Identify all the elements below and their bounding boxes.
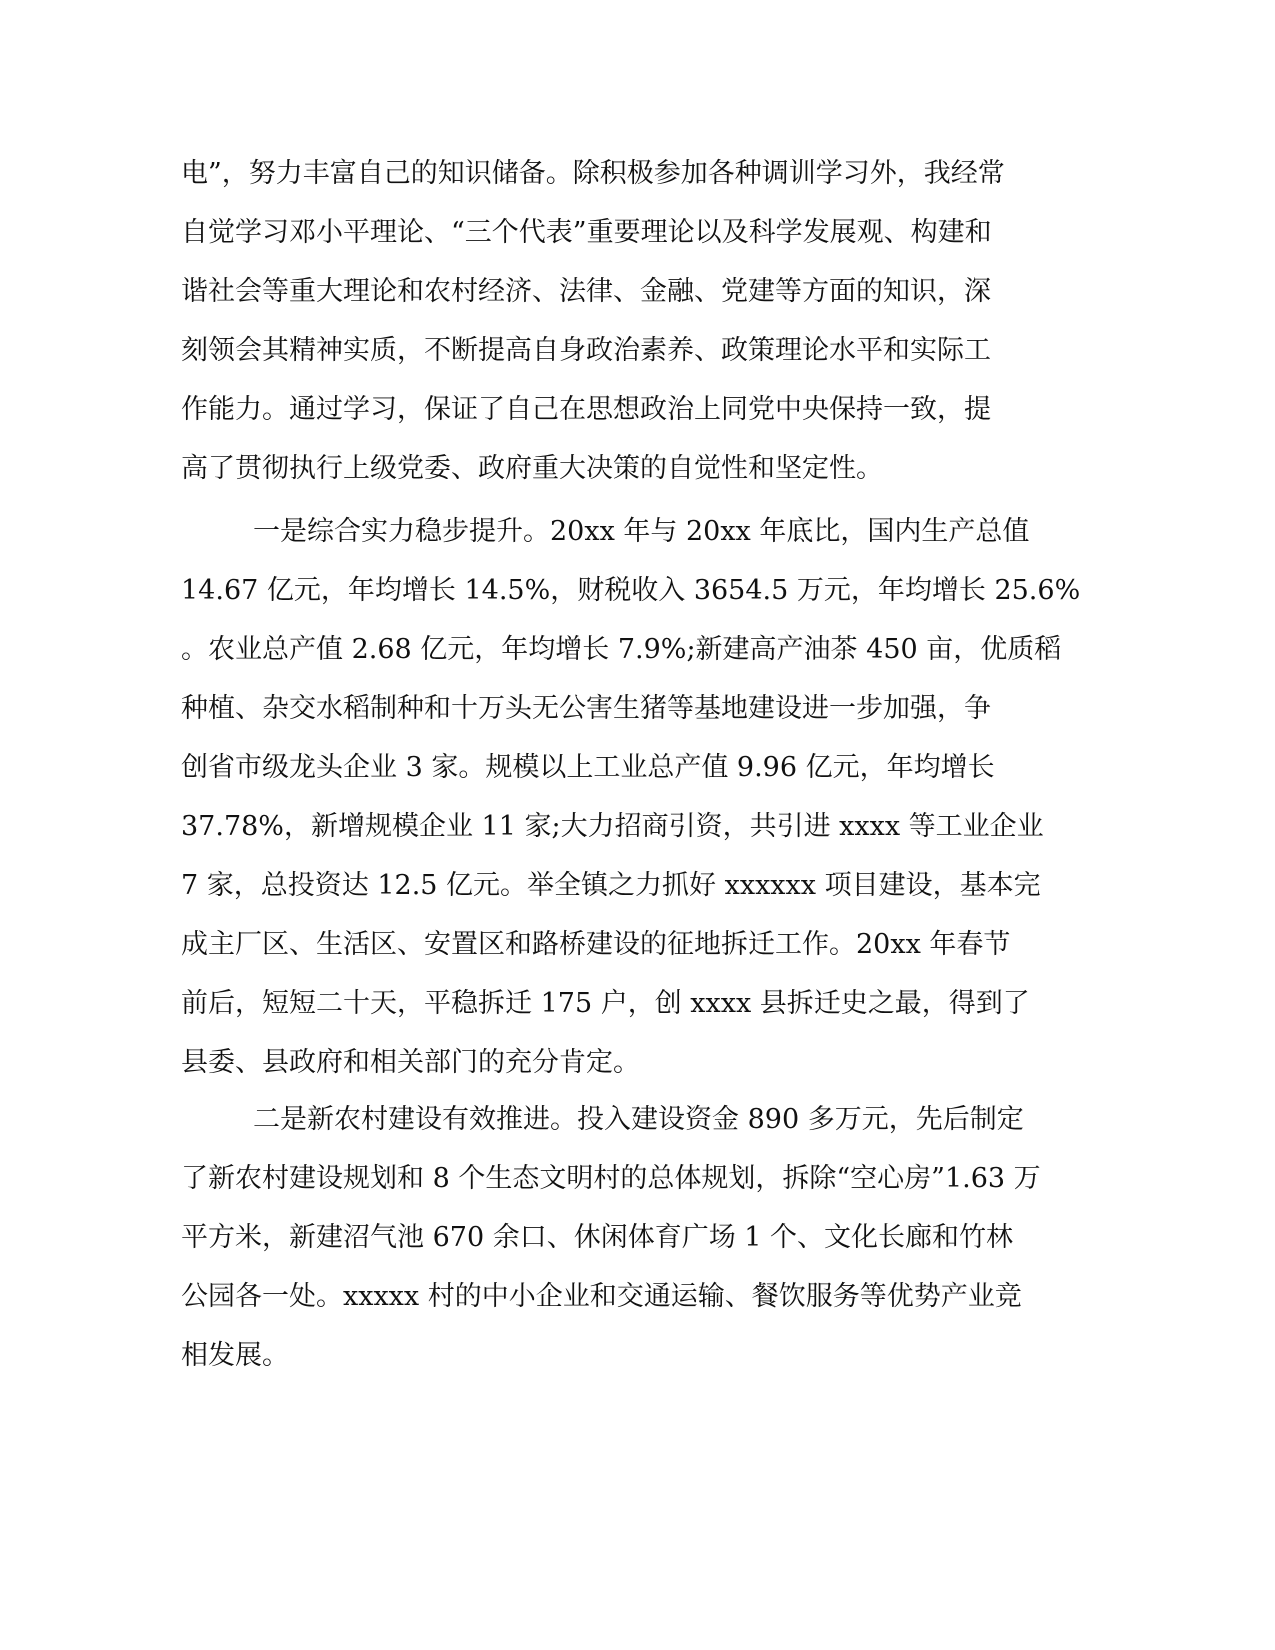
text-line: 电”，努力丰富自己的知识储备。除积极参加各种调训学习外，我经常 [181, 158, 1005, 189]
text-line: 公园各一处。xxxxx 村的中小企业和交通运输、餐饮服务等优势产业竞 [181, 1281, 1022, 1312]
text-line: 相发展。 [181, 1340, 289, 1371]
text-line: 7 家，总投资达 12.5 亿元。举全镇之力抓好 xxxxxx 项目建设，基本完 [181, 870, 1041, 901]
paragraph-first-line: 二是新农村建设有效推进。投入建设资金 890 多万元，先后制定 [253, 1104, 1024, 1135]
text-line: 。农业总产值 2.68 亿元，年均增长 7.9%;新建高产油茶 450 亩，优质稻 [181, 634, 1062, 665]
paragraph-first-line: 一是综合实力稳步提升。20xx 年与 20xx 年底比，国内生产总值 [253, 516, 1030, 547]
text-line: 县委、县政府和相关部门的充分肯定。 [181, 1047, 640, 1078]
text-line: 谐社会等重大理论和农村经济、法律、金融、党建等方面的知识，深 [181, 276, 991, 307]
text-line: 高了贯彻执行上级党委、政府重大决策的自觉性和坚定性。 [181, 453, 883, 484]
text-line: 14.67 亿元，年均增长 14.5%，财税收入 3654.5 万元，年均增长 25.6% [181, 575, 1081, 606]
text-line: 前后，短短二十天，平稳拆迁 175 户，创 xxxx 县拆迁史之最，得到了 [181, 988, 1030, 1019]
text-line: 自觉学习邓小平理论、“三个代表”重要理论以及科学发展观、构建和 [181, 217, 992, 248]
text-line: 创省市级龙头企业 3 家。规模以上工业总产值 9.96 亿元，年均增长 [181, 752, 995, 783]
text-line: 37.78%，新增规模企业 11 家;大力招商引资，共引进 xxxx 等工业企业 [181, 811, 1044, 842]
text-line: 作能力。通过学习，保证了自己在思想政治上同党中央保持一致，提 [181, 394, 991, 425]
text-line: 了新农村建设规划和 8 个生态文明村的总体规划，拆除“空心房”1.63 万 [181, 1163, 1041, 1194]
text-line: 种植、杂交水稻制种和十万头无公害生猪等基地建设进一步加强，争 [181, 693, 991, 724]
text-line: 成主厂区、生活区、安置区和路桥建设的征地拆迁工作。20xx 年春节 [181, 929, 1011, 960]
text-line: 刻领会其精神实质，不断提高自身政治素养、政策理论水平和实际工 [181, 335, 991, 366]
text-line: 平方米，新建沼气池 670 余口、休闲体育广场 1 个、文化长廊和竹林 [181, 1222, 1014, 1253]
